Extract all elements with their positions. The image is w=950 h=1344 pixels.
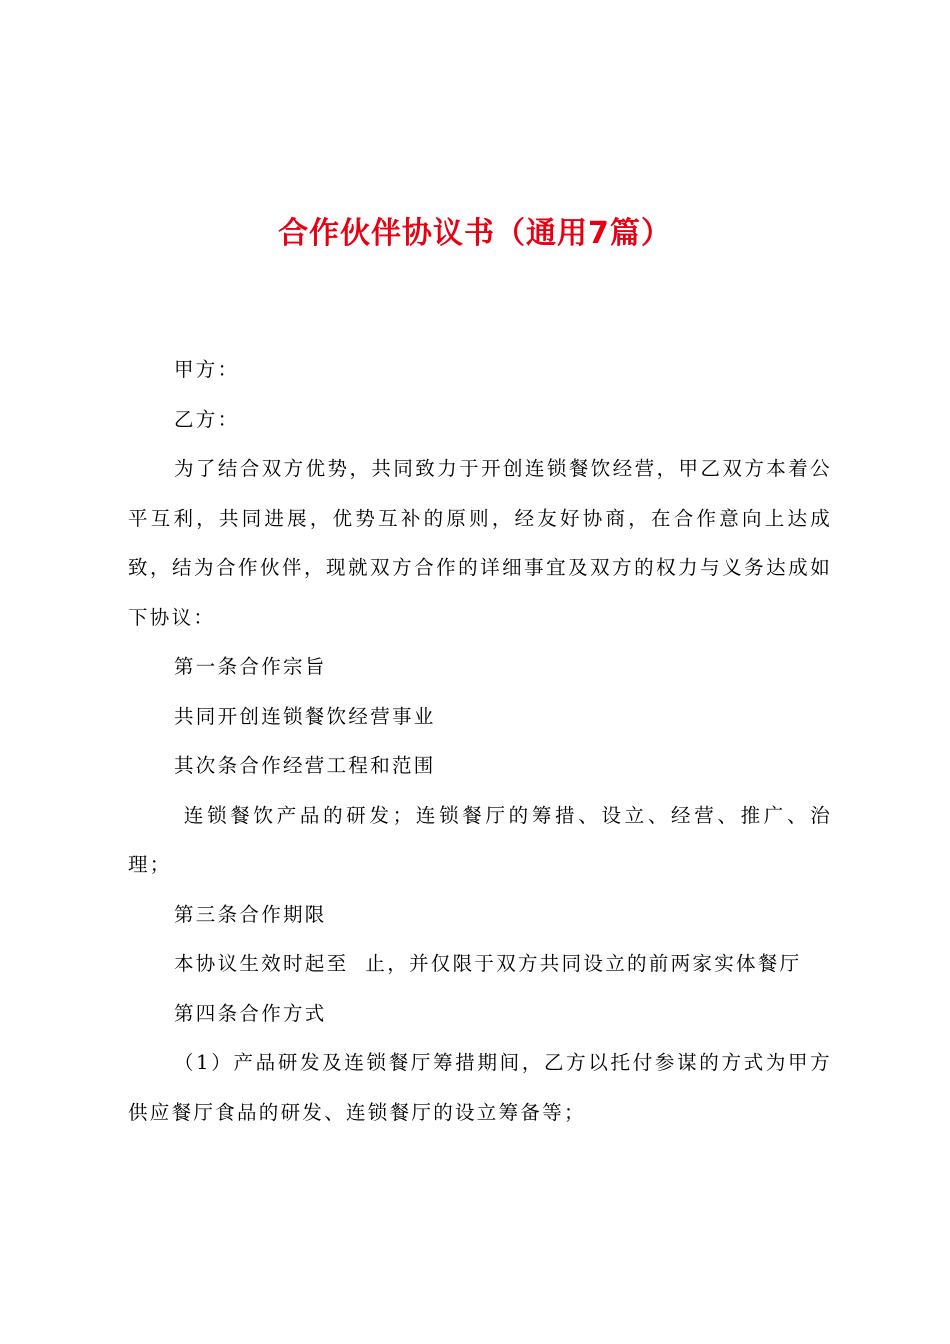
document-title: 合作伙伴协议书（通用7篇）	[278, 216, 672, 251]
article-4-heading: 第四条合作方式	[174, 1001, 327, 1025]
article-1-content: 共同开创连锁餐饮经营事业	[174, 704, 436, 728]
article-2-heading: 其次条合作经营工程和范围	[174, 754, 436, 777]
article-3-heading: 第三条合作期限	[174, 902, 327, 926]
preamble-paragraph: 为了结合双方优势，共同致力于开创连锁餐饮经营，甲乙双方本着公平互利，共同进展，优势互补的原则，经友好协商，在合作意向上达成致，结为合作伙伴，现就双方合作的详细事宜及双方的权力与义务达成如下协议：	[128, 457, 832, 629]
party-b-line: 乙方：	[174, 407, 240, 431]
article-3-content: 本协议生效时起至 止，并仅限于双方共同设立的前两家实体餐厅	[174, 952, 802, 975]
document-body	[128, 345, 832, 1137]
article-2-content: 连锁餐饮产品的研发；连锁餐厅的筹措、设立、经营、推广、治理；	[128, 803, 833, 876]
party-a-line: 甲方：	[174, 358, 240, 381]
article-1-heading: 第一条合作宗旨	[174, 655, 327, 678]
article-4-item-1: （1）产品研发及连锁餐厅筹措期间，乙方以托付参谋的方式为甲方供应餐厅食品的研发、连锁餐厅的设立筹备等；	[128, 1051, 832, 1124]
